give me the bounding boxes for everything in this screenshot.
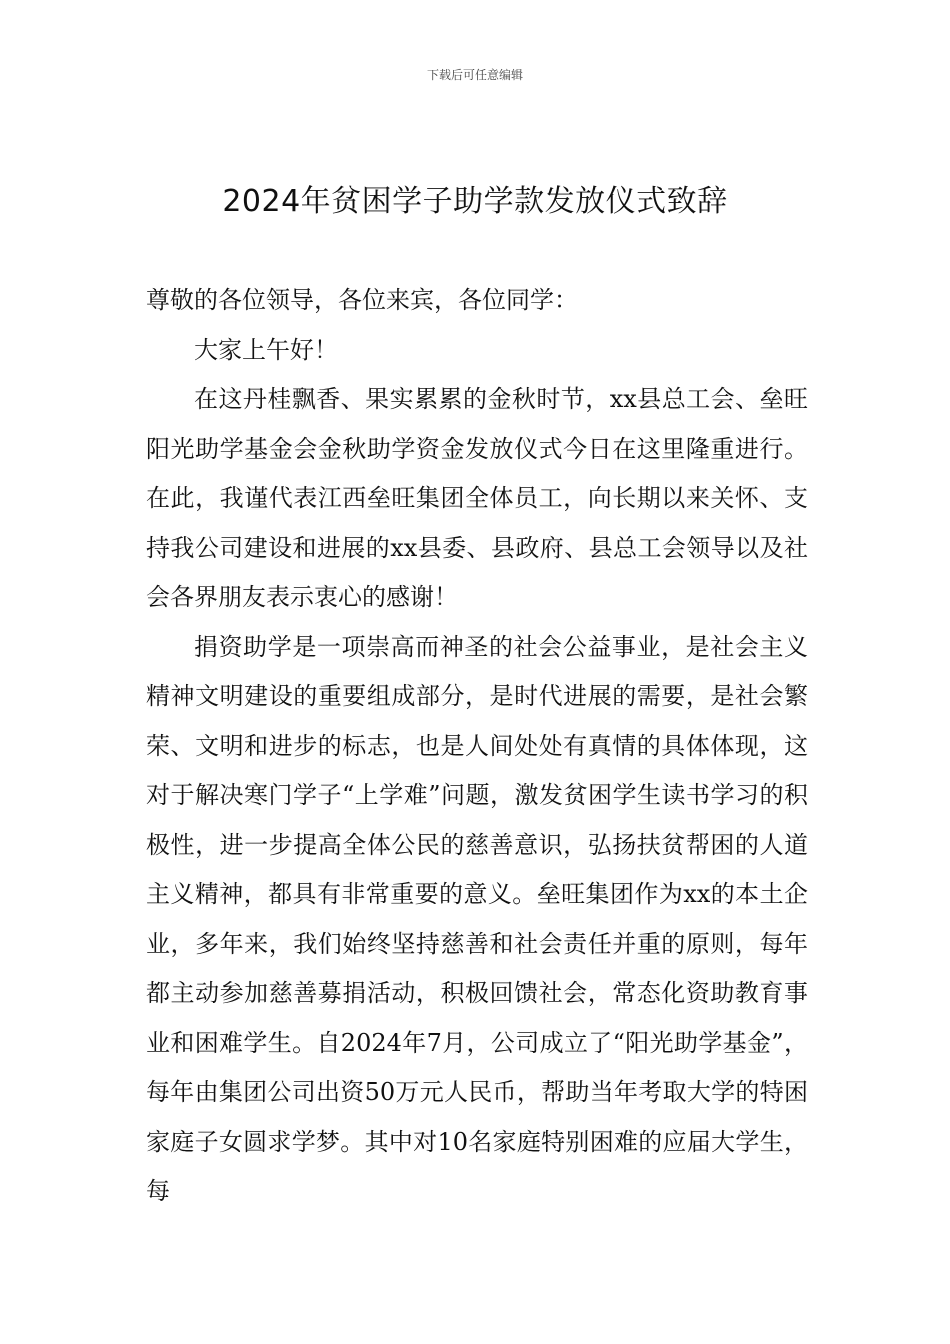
salutation: 尊敬的各位领导，各位来宾，各位同学： <box>146 286 578 314</box>
paragraph-significance: 捐资助学是一项崇高而神圣的社会公益事业，是社会主义精神文明建设的重要组成部分，是时代进展的需要，是社会繁荣、文明和进步的标志，也是人间处处有真情的具体体现，这对于解决寒门学子“上学难”问题，激发贫困学生读书学习的积极性，进一步提高全体公民的慈善意识，弘扬扶贫帮困的人道主义精神，都具有非常重要的意义。垒旺集团作为xx的本土企业，多年来，我们始终坚持慈善和社会责任并重的原则，每年都主动参加慈善募捐活动，积极回馈社会，常态化资助教育事业和困难学生。自2024年7月，公司成立了“阳光助学基金”，每年由集团公司出资50万元人民币，帮助当年考取大学的特困家庭子女圆求学梦。其中对10名家庭特别困难的应届大学生，每 <box>146 632 808 1205</box>
paragraph-greeting: 大家上午好！ <box>194 335 338 364</box>
document-title: 2024年贫困学子助学款发放仪式致辞 <box>222 184 728 219</box>
paragraph-thanks: 在这丹桂飘香、果实累累的金秋时节，xx县总工会、垒旺阳光助学基金会金秋助学资金发放仪式今日在这里隆重进行。在此，我谨代表江西垒旺集团全体员工，向长期以来关怀、支持我公司建设和进展的xx县委、县政府、县总工会领导以及社会各界朋友表示衷心的感谢！ <box>146 385 808 611</box>
header-note: 下载后可任意编辑 <box>426 68 523 82</box>
document-body <box>146 276 808 1217</box>
